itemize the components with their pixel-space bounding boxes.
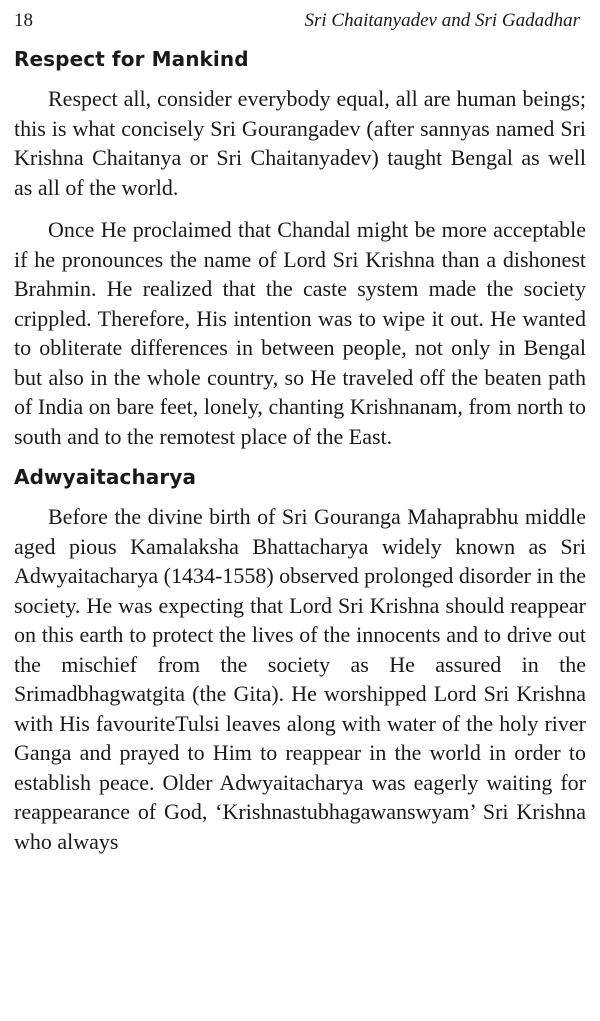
running-title: Sri Chaitanyadev and Sri Gadadhar [304,10,580,31]
section-heading: Respect for Mankind [14,47,249,71]
section-respect-for-mankind [14,46,586,451]
running-header [14,10,586,32]
paragraph: Respect all, consider everybody equal, all are human beings; this is what concisely Sri Gourangadev (after sannyas named Sri Krishna Chaitanya or Sri Chaitanyadev) taught Bengal as well as all of the world. [14,86,586,200]
paragraph: Before the divine birth of Sri Gouranga Mahaprabhu middle aged pious Kamalaksha Bhattacharya widely known as Sri Adwyaitacharya (1434-1558) observed prolonged disorder in the society. He was expecting that Lord Sri Krishna should reappear on this earth to protect the lives of the innocents and to drive out the mischief from the society as He assured in the Srimadbhagwatgita (the Gita). He worshipped Lord Sri Krishna with His favouriteTulsi leaves along with water of the holy river Ganga and prayed to Him to reappear in the world in order to establish peace. Older Adwyaitacharya was eagerly waiting for reappearance of God, ‘Krishnastubhagawanswyam’ Sri Krishna who always [14,504,586,854]
section-adwyaitacharya [14,464,586,856]
section-heading: Adwyaitacharya [14,465,197,489]
paragraph: Once He proclaimed that Chandal might be more acceptable if he pronounces the name of Lord Sri Krishna than a dishonest Brahmin. He realized that the caste system made the society crippled. Therefore, His intention was to wipe it out. He wanted to obliterate differences in between people, not only in Bengal but also in the whole country, so He traveled off the beaten path of India on bare feet, lonely, chanting Krishnanam, from north to south and to the remotest place of the East. [14,217,586,449]
page-number: 18 [14,10,33,31]
